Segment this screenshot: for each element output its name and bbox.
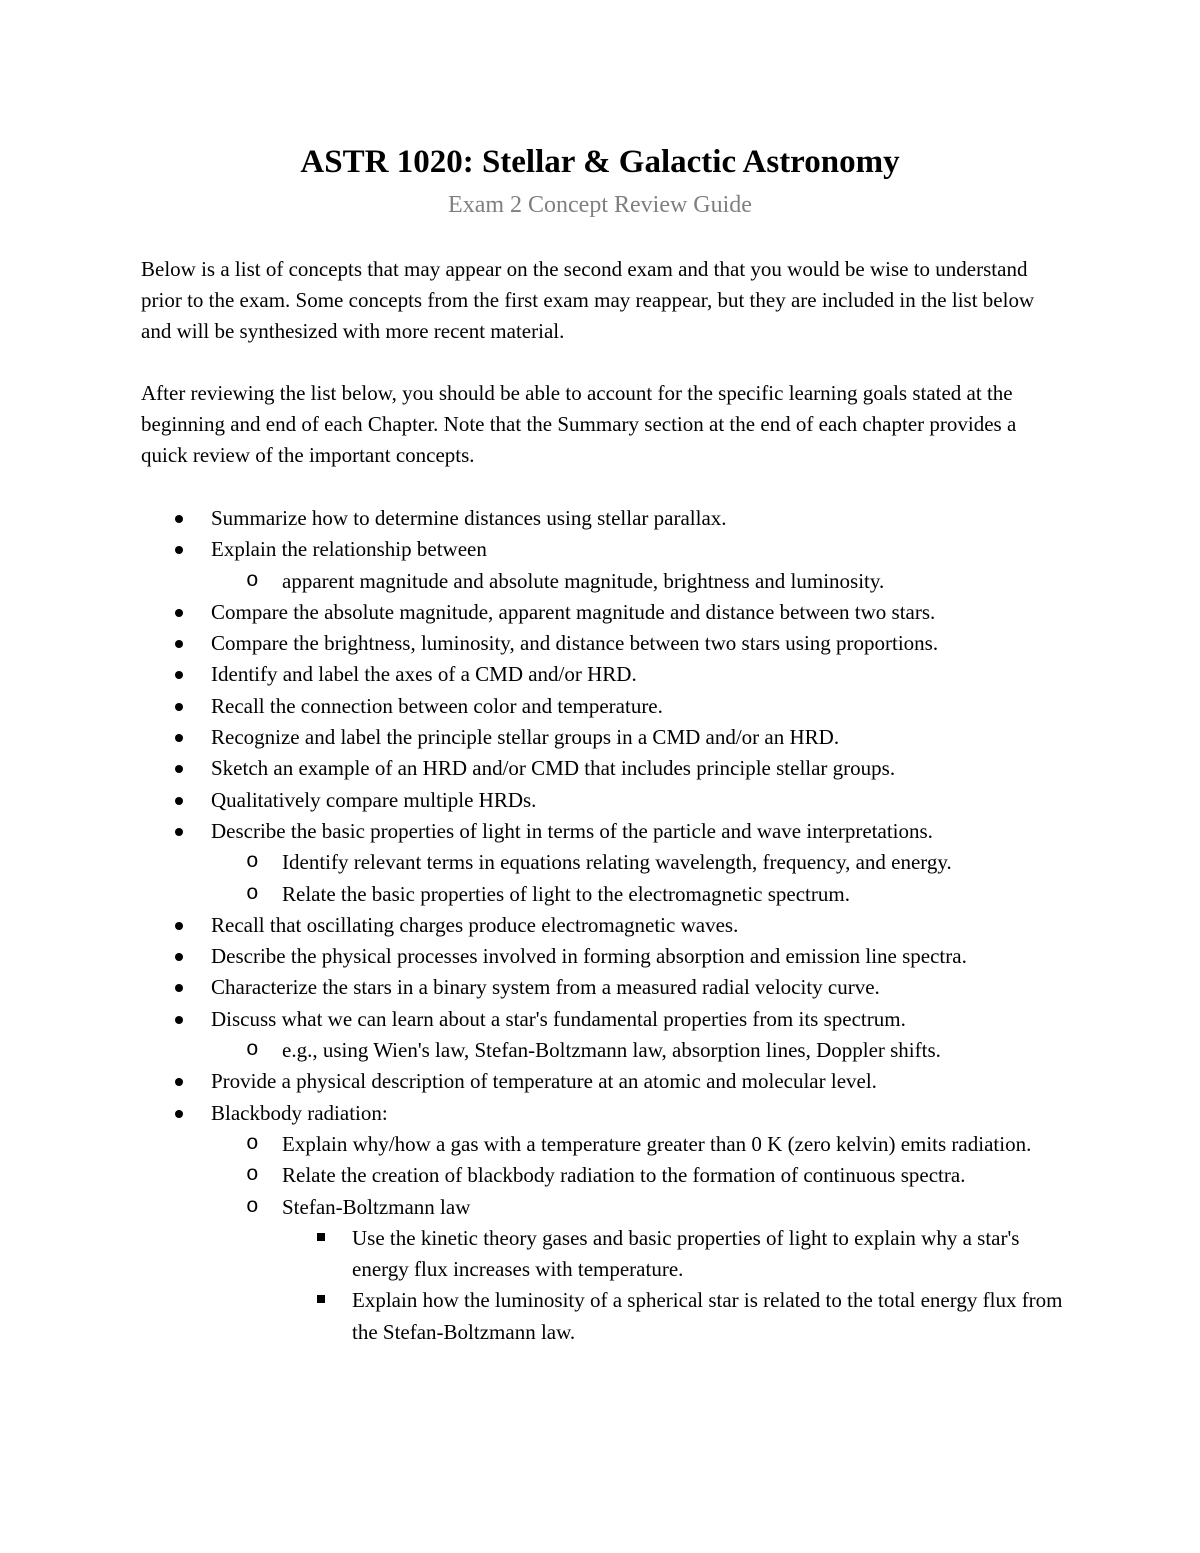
list-item: Explain the relationship between <box>0 534 1200 565</box>
bullet-icon <box>175 1098 185 1129</box>
bullet-icon <box>175 941 185 972</box>
circle-bullet-icon: o <box>246 882 259 906</box>
sub-sub-list-item: Use the kinetic theory gases and basic properties of light to explain why a star's energy flux increases with temperature. <box>0 1223 1200 1286</box>
list-item: Recall that oscillating charges produce electromagnetic waves. <box>0 910 1200 941</box>
bullet-icon <box>175 785 185 816</box>
circle-bullet-icon: o <box>246 1132 259 1156</box>
list-item: Discuss what we can learn about a star's fundamental properties from its spectrum. <box>0 1004 1200 1035</box>
document-subtitle: Exam 2 Concept Review Guide <box>448 192 752 218</box>
list-item: Describe the basic properties of light in terms of the particle and wave interpretations. <box>0 816 1200 847</box>
sub-list-item: o Explain why/how a gas with a temperature greater than 0 K (zero kelvin) emits radiation. <box>0 1129 1200 1160</box>
square-bullet-icon <box>317 1223 327 1254</box>
circle-bullet-icon: o <box>246 1164 259 1188</box>
bullet-icon <box>175 816 185 847</box>
sub-list-item: o Stefan-Boltzmann law <box>0 1192 1200 1223</box>
bullet-icon <box>175 503 185 534</box>
list-item: Compare the brightness, luminosity, and distance between two stars using proportions. <box>0 628 1200 659</box>
list-item: Provide a physical description of temperature at an atomic and molecular level. <box>0 1066 1200 1097</box>
list-item: Recall the connection between color and temperature. <box>0 691 1200 722</box>
list-item: Summarize how to determine distances using stellar parallax. <box>0 503 1200 534</box>
bullet-icon <box>175 910 185 941</box>
bullet-icon <box>175 659 185 690</box>
bullet-icon <box>175 753 185 784</box>
list-item: Compare the absolute magnitude, apparent magnitude and distance between two stars. <box>0 597 1200 628</box>
instructions-paragraph: After reviewing the list below, you should be able to account for the specific learning goals stated at the beginning and end of each Chapter. Note that the Summary section at the end of each chapter provides a quick review of the important concepts. <box>141 381 1017 467</box>
circle-bullet-icon: o <box>246 1039 259 1063</box>
bullet-icon <box>175 691 185 722</box>
sub-list-item: o e.g., using Wien's law, Stefan-Boltzmann law, absorption lines, Doppler shifts. <box>0 1035 1200 1066</box>
sub-list-item: o apparent magnitude and absolute magnitude, brightness and luminosity. <box>0 566 1200 597</box>
sub-list-item: o Relate the basic properties of light to the electromagnetic spectrum. <box>0 879 1200 910</box>
document-title: ASTR 1020: Stellar & Galactic Astronomy <box>300 144 900 180</box>
bullet-icon <box>175 1066 185 1097</box>
bullet-icon <box>175 1004 185 1035</box>
list-item: Sketch an example of an HRD and/or CMD that includes principle stellar groups. <box>0 753 1200 784</box>
list-item: Qualitatively compare multiple HRDs. <box>0 785 1200 816</box>
bullet-icon <box>175 972 185 1003</box>
circle-bullet-icon: o <box>246 1195 259 1219</box>
bullet-icon <box>175 628 185 659</box>
list-item: Characterize the stars in a binary system from a measured radial velocity curve. <box>0 972 1200 1003</box>
circle-bullet-icon: o <box>246 569 259 593</box>
sub-list-item: o Identify relevant terms in equations relating wavelength, frequency, and energy. <box>0 847 1200 878</box>
bullet-icon <box>175 722 185 753</box>
bullet-icon <box>175 597 185 628</box>
bullet-icon <box>175 534 185 565</box>
list-item: Recognize and label the principle stellar groups in a CMD and/or an HRD. <box>0 722 1200 753</box>
list-item: Identify and label the axes of a CMD and/or HRD. <box>0 659 1200 690</box>
intro-paragraph: Below is a list of concepts that may appear on the second exam and that you would be wise to understand prior to the exam. Some concepts from the first exam may reappear, but they are included in the list below and will be synthesized with more recent material. <box>141 257 1035 343</box>
concept-list <box>0 503 1200 1348</box>
sub-list-item: o Relate the creation of blackbody radiation to the formation of continuous spectra. <box>0 1160 1200 1191</box>
list-item: Describe the physical processes involved in forming absorption and emission line spectra. <box>0 941 1200 972</box>
sub-sub-list-item: Explain how the luminosity of a spherical star is related to the total energy flux from the Stefan-Boltzmann law. <box>0 1285 1200 1348</box>
circle-bullet-icon: o <box>246 851 259 875</box>
square-bullet-icon <box>317 1285 327 1316</box>
list-item: Blackbody radiation: <box>0 1098 1200 1129</box>
